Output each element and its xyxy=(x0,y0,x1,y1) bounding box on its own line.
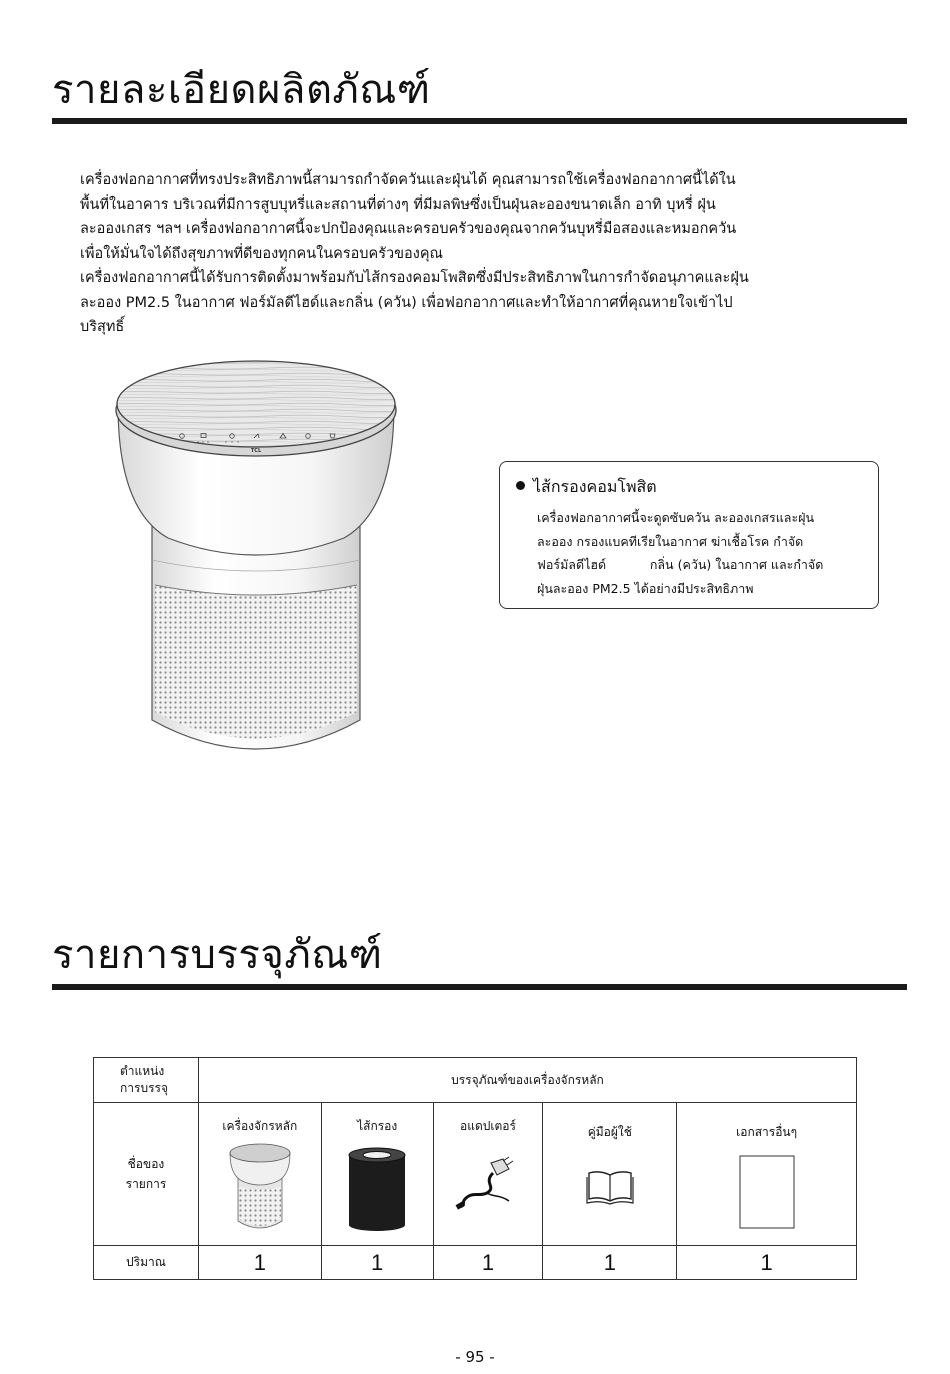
item-cell-adapter xyxy=(433,1103,543,1246)
position-header-cell xyxy=(94,1058,199,1103)
item-label: เครื่องจักรหลัก xyxy=(222,1119,298,1133)
qty-cell: 1 xyxy=(433,1246,543,1280)
title-rule xyxy=(52,118,907,124)
callout-heading xyxy=(516,475,657,500)
qty-cell: 1 xyxy=(321,1246,433,1280)
document-icon xyxy=(739,1155,795,1229)
qty-cell: 1 xyxy=(543,1246,677,1280)
item-cell-other-documents xyxy=(677,1103,857,1246)
group-header-cell: บรรจุภัณฑ์ของเครื่องจักรหลัก xyxy=(198,1058,856,1103)
qty-cell: 1 xyxy=(677,1246,857,1280)
package-contents-table xyxy=(93,1057,857,1280)
description-line: พื้นที่ในอาคาร บริเวณที่มีการสูบบุหรี่และสถานที่ต่างๆ ที่มีมลพิษซึ่งเป็นฝุ่นละอองขนาดเล็ก อาทิ บุหรี่ ฝุ่น xyxy=(80,196,716,213)
name-header-line: รายการ xyxy=(125,1177,167,1191)
bullet-icon xyxy=(516,481,525,490)
item-cell-main-unit xyxy=(198,1103,321,1246)
callout-line: ฟอร์มัลดีไฮด์ กลิ่น (ควัน) ในอากาศ และกำจัด xyxy=(537,557,824,572)
description-line: ละออง PM2.5 ในอากาศ ฟอร์มัลดีไฮด์และกลิ่น (ควัน) เพื่อฟอกอากาศและทำให้อากาศที่คุณหายใจเข้าไป xyxy=(80,294,733,311)
description-line: บริสุทธิ์ xyxy=(80,319,125,335)
composite-filter-callout xyxy=(499,461,879,609)
item-cell-filter xyxy=(321,1103,433,1246)
callout-title-text: ไส้กรองคอมโพสิต xyxy=(533,477,657,496)
table-row xyxy=(94,1246,857,1280)
position-header-line: การบรรจุ xyxy=(120,1081,168,1095)
table-row xyxy=(94,1058,857,1103)
section-title-package-contents: รายการบรรจุภัณฑ์ xyxy=(52,932,383,978)
page-number: - 95 - xyxy=(455,1348,495,1366)
section-title-product-details: รายละเอียดผลิตภัณฑ์ xyxy=(52,67,431,113)
item-label: ไส้กรอง xyxy=(357,1119,398,1133)
description-line: เพื่อให้มั่นใจได้ถึงสุขภาพที่ดีของทุกคนในครอบครัวของคุณ xyxy=(80,245,443,262)
item-label: เอกสารอื่นๆ xyxy=(736,1125,798,1139)
main-unit-icon xyxy=(228,1143,292,1233)
position-header-line: ตำแหน่ง xyxy=(120,1064,165,1078)
name-header-cell xyxy=(94,1103,199,1246)
callout-line: ฝุ่นละออง PM2.5 ได้อย่างมีประสิทธิภาพ xyxy=(537,580,754,596)
name-header-line: ชื่อของ xyxy=(127,1157,165,1171)
product-description xyxy=(80,168,895,340)
item-cell-user-manual xyxy=(543,1103,677,1246)
description-line: ละอองเกสร ฯลฯ เครื่องฟอกอากาศนี้จะปกป้องคุณและครอบครัวของคุณจากควันบุหรี่มือสองและหมอกควัน xyxy=(80,221,737,237)
description-line: เครื่องฟอกอากาศนี้ได้รับการติดตั้งมาพร้อมกับไส้กรองคอมโพสิตซึ่งมีประสิทธิภาพในการกำจัดอนุภาคและฝุ่น xyxy=(80,270,749,286)
adapter-icon xyxy=(453,1155,523,1211)
brand-logo: TCL xyxy=(250,448,262,454)
book-icon xyxy=(586,1169,634,1205)
qty-cell: 1 xyxy=(198,1246,321,1280)
description-line: เครื่องฟอกอากาศที่ทรงประสิทธิภาพนี้สามารถกำจัดควันและฝุ่นได้ คุณสามารถใช้เครื่องฟอกอากาศนี้ได้ใน xyxy=(80,172,736,188)
table-row xyxy=(94,1103,857,1246)
qty-header-cell: ปริมาณ xyxy=(94,1246,199,1280)
item-label: คู่มือผู้ใช้ xyxy=(587,1125,632,1139)
callout-line: เครื่องฟอกอากาศนี้จะดูดซับควัน ละอองเกสรและฝุ่น xyxy=(537,510,815,525)
callout-line: ละออง กรองแบคทีเรียในอากาศ ฆ่าเชื้อโรค กำจัด xyxy=(537,533,804,549)
air-purifier-illustration xyxy=(108,360,408,780)
title-rule xyxy=(52,984,907,990)
filter-icon xyxy=(346,1147,408,1231)
callout-body xyxy=(537,506,877,600)
item-label: อแดปเตอร์ xyxy=(460,1119,516,1133)
